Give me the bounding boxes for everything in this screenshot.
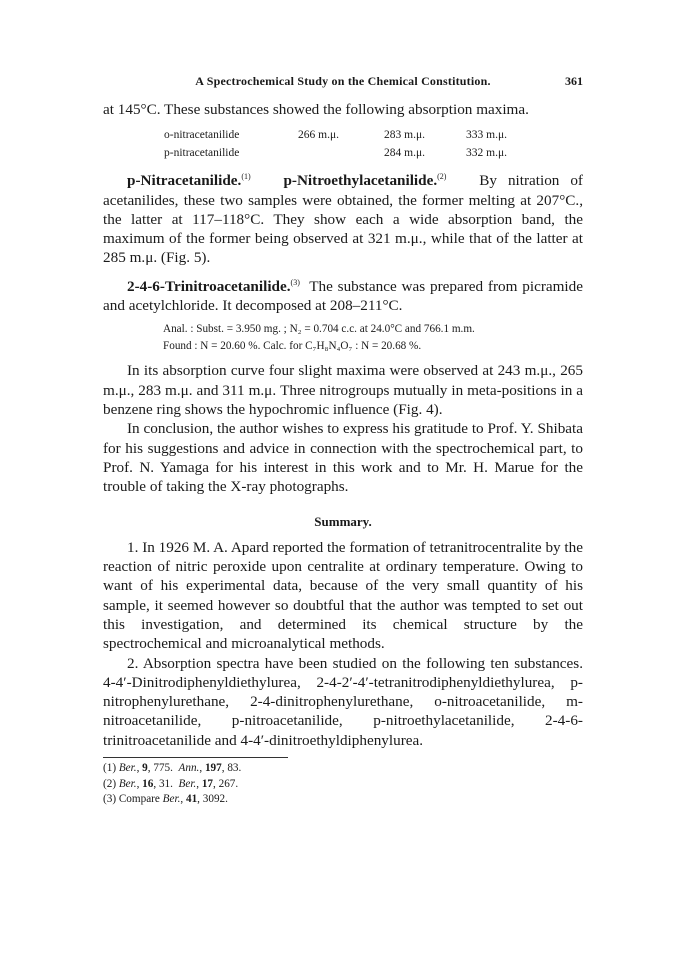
substance-name: p-nitracetanilide — [164, 147, 240, 160]
analysis-block — [163, 321, 583, 355]
running-title: A Spectrochemical Study on the Chemical Constitution. — [195, 74, 491, 88]
summary-item-2: 2. Absorption spectra have been studied on the following ten substances. 4-4′-Dinitrodiphenyldiethylurea, 2-4-2′-4′-tetranitrodiphenyldiethylurea, p-nitrophenylurethane, 2-4-dinitrophenylurethane, o-nitroacetanilide, m-nitroacetanilide, p-nitroacetanilide, p-nitroethylacetanilide, 2-4-6-trinitroacetanilide and 4-4′-dinitroethyldiphenylurea. — [103, 654, 583, 749]
intro-line: at 145°C. These substances showed the following absorption maxima. — [103, 101, 529, 118]
maximum-value: 266 m.μ. — [298, 129, 339, 142]
paragraph-absorption-curve: In its absorption curve four slight maxima were observed at 243 m.μ., 265 m.μ., 283 m.μ. and 311 m.μ. Three nitrogroups mutually in meta-positions in a benzene ring shows the hypochromic influence (Fig. 4). — [103, 362, 583, 418]
footnote-ref: (3) — [290, 277, 300, 287]
footnote-divider — [103, 757, 288, 758]
absorption-maxima-table — [164, 126, 507, 162]
maximum-value: 333 m.μ. — [466, 129, 507, 142]
page-number: 361 — [565, 74, 583, 88]
maximum-value: 332 m.μ. — [466, 147, 507, 160]
footnote-ref: (2) — [437, 172, 447, 182]
table-row — [164, 126, 507, 144]
analysis-line: Found : N = 20.60 %. Calc. for C₇H₈N₄O₇ : N = 20.68 %. — [163, 340, 422, 353]
substance-name: o-nitracetanilide — [164, 129, 240, 142]
body-text — [103, 100, 583, 808]
maximum-value: 283 m.μ. — [384, 129, 425, 142]
paragraph-text: By nitration of acetanilides, these two samples were obtained, the former melting at 207°C., the latter at 117–118°C. They show each a wide absorption band, the maximum of the former being observed at 321 m.μ., while that of the latter at 285 m.μ. (Fig. 5). — [103, 172, 583, 267]
paragraph-p-nitracetanilide — [103, 171, 583, 267]
footnote: (2) Ber., 16, 31. Ber., 17, 267. — [103, 777, 239, 790]
footnote-ref: (1) — [241, 172, 251, 182]
paragraph-text: The substance was prepared from picramide and acetylchloride. It decomposed at 208–211°C. — [103, 277, 583, 315]
paragraph-trinitroacetanilide — [103, 277, 583, 316]
table-row — [164, 144, 507, 162]
maximum-value — [298, 144, 384, 162]
summary-heading: Summary. — [314, 514, 372, 530]
paragraph-conclusion: In conclusion, the author wishes to express his gratitude to Prof. Y. Shibata for his suggestions and advice in connection with the spectrochemical part, to Prof. N. Yamaga for his interest in this work and to Mr. H. Marue for the trouble of taking the X-ray photographs. — [103, 420, 583, 496]
analysis-line: Anal. : Subst. = 3.950 mg. ; N₂ = 0.704 c.c. at 24.0°C and 766.1 m.m. — [163, 323, 475, 336]
section-heading: 2-4-6-Trinitroacetanilide. — [127, 277, 291, 295]
maximum-value: 284 m.μ. — [384, 147, 425, 160]
summary-item-1: 1. In 1926 M. A. Apard reported the formation of tetranitrocentralite by the reaction of nitric peroxide upon centralite at ordinary temperature. Owing to want of his experimental data, because of the very small quantity of his sample, it seemed however so doubtful that the author was tempted to set out this investigation, and determined its chemical structure by the spectrochemical and microanalytical methods. — [103, 538, 583, 653]
footnote: (1) Ber., 9, 775. Ann., 197, 83. — [103, 762, 242, 775]
footnote: (3) Compare Ber., 41, 3092. — [103, 793, 228, 806]
section-heading: p-Nitracetanilide. — [127, 172, 242, 190]
section-heading: p-Nitroethylacetanilide. — [283, 172, 438, 190]
page-header — [103, 74, 583, 89]
footnotes — [103, 761, 583, 808]
